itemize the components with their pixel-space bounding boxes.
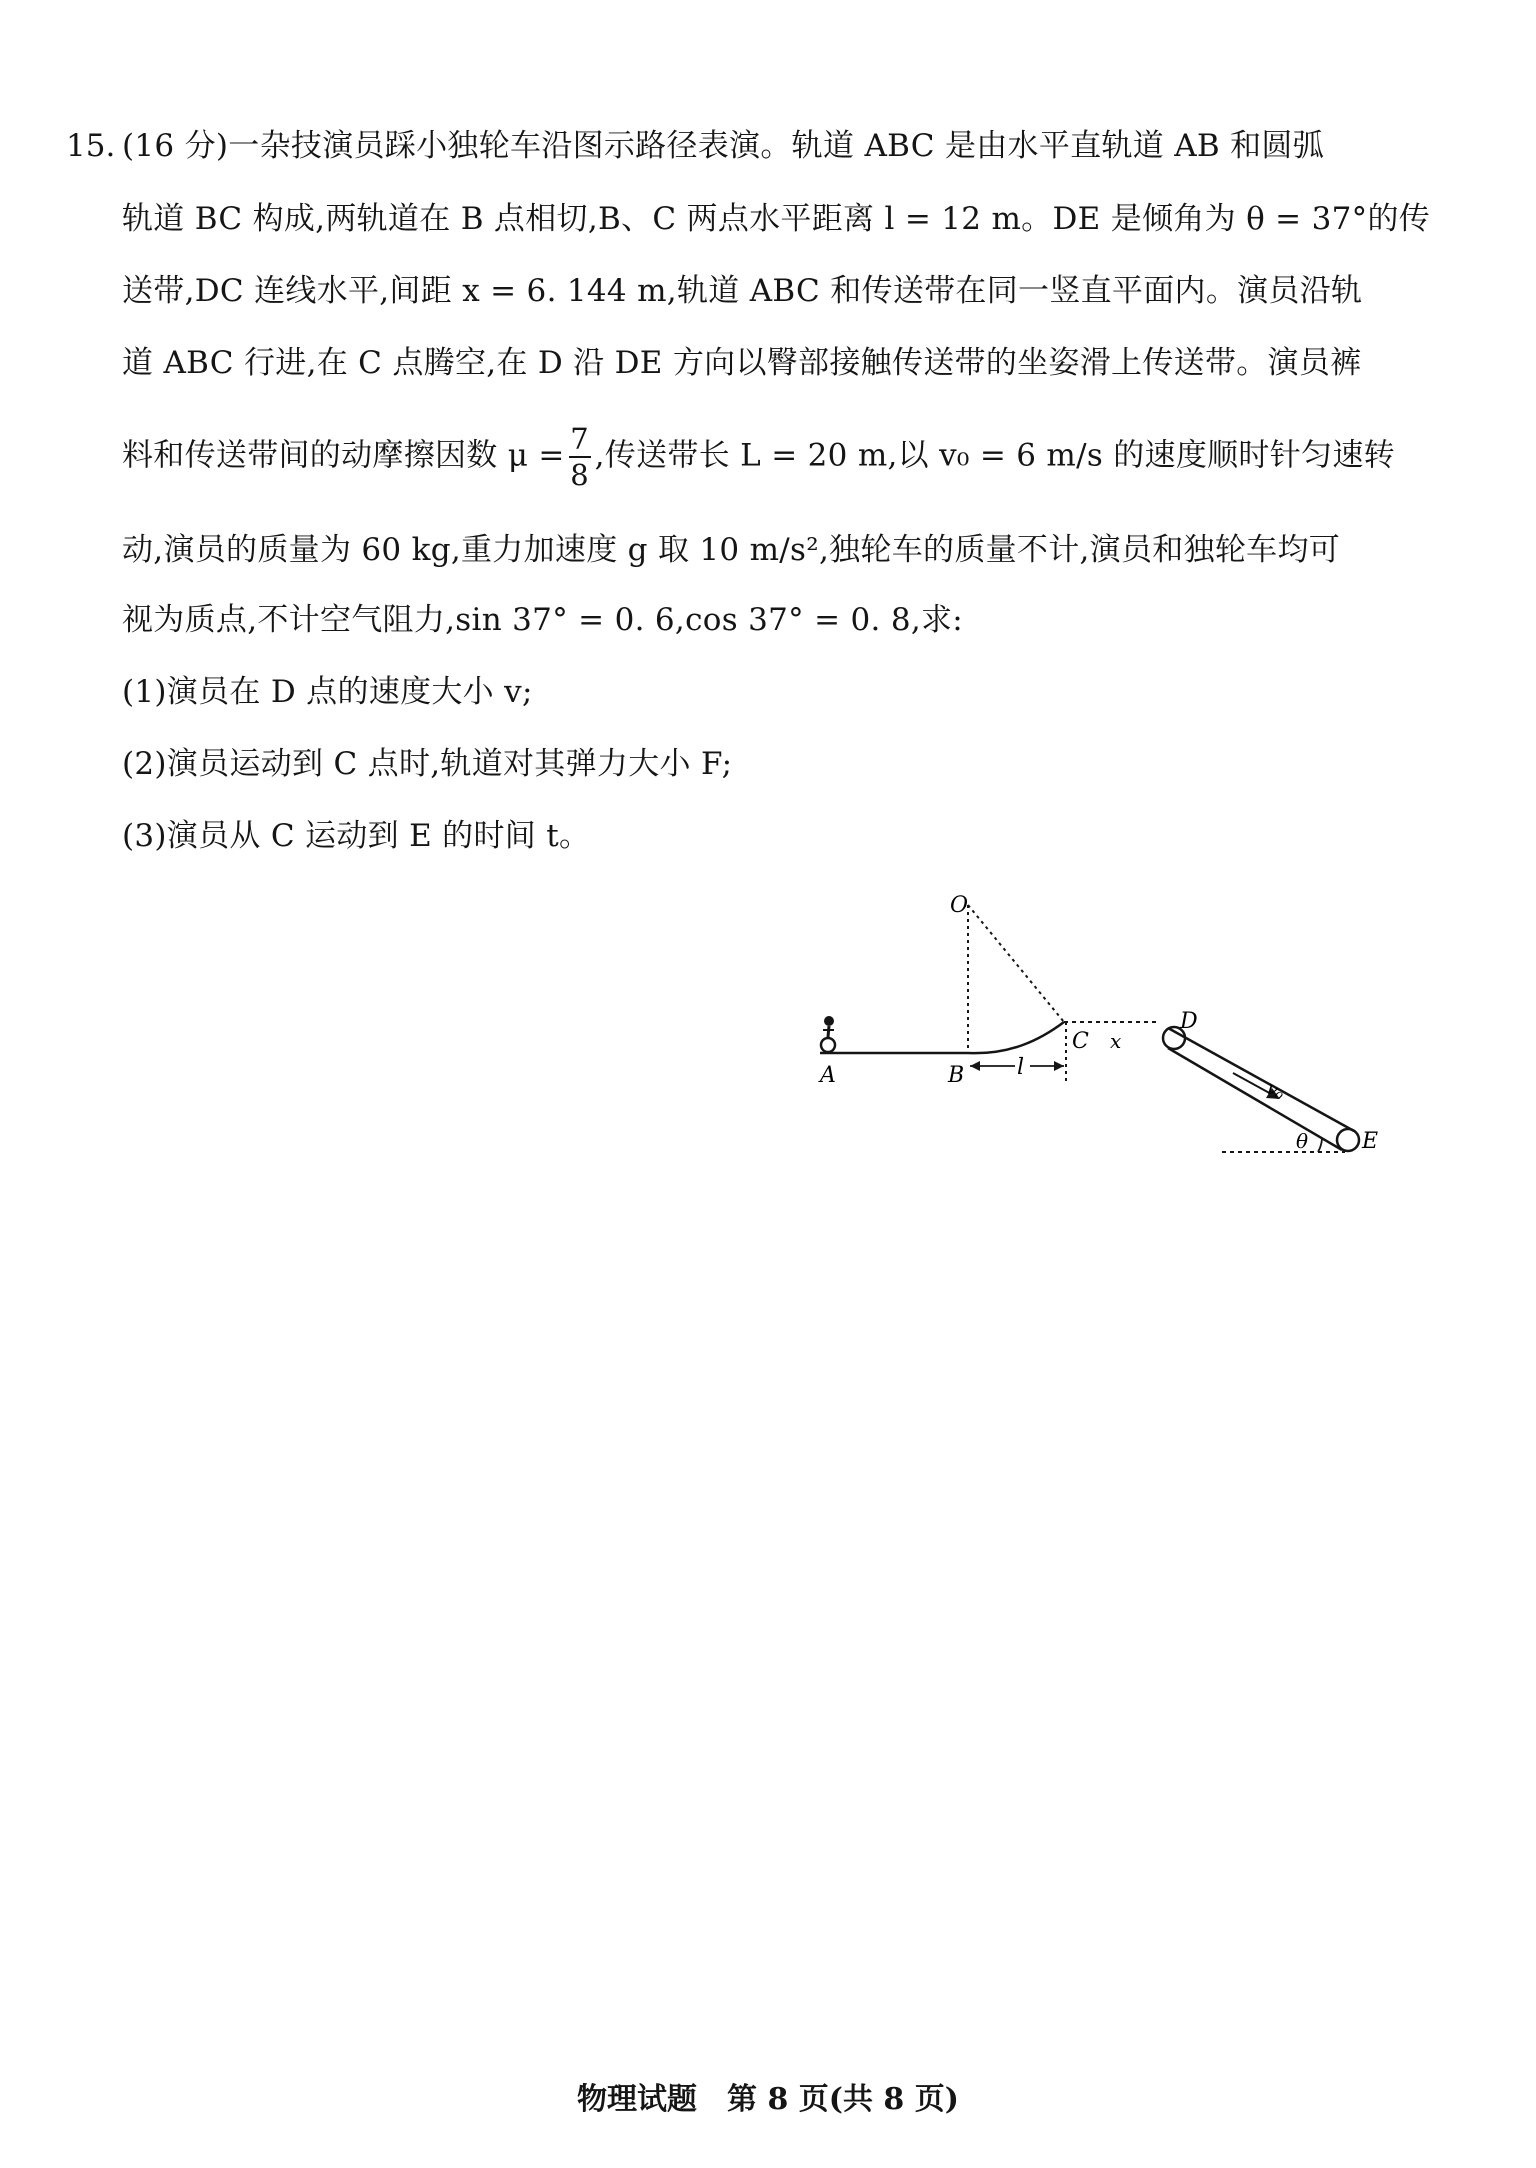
label-b: B [948,1063,965,1088]
l-arrowhead-right [1054,1061,1064,1071]
theta-arc [1318,1138,1322,1152]
question-line-6: 动,演员的质量为 60 kg,重力加速度 g 取 10 m/s²,独轮车的质量不计,演员和独轮车均可 [122,532,1341,568]
label-v0: v₀ [1262,1078,1288,1105]
question-line-2: 轨道 BC 构成,两轨道在 B 点相切,B、C 两点水平距离 l = 12 m。DE 是倾角为 θ = 37°的传 [122,201,1431,237]
belt-top [1168,1028,1354,1131]
fraction-numerator: 7 [570,422,590,456]
radius-oc [968,905,1064,1022]
label-x: x [1110,1029,1122,1053]
fraction-denominator: 8 [570,458,590,492]
label-a: A [820,1063,836,1088]
unicyclist-icon [821,1016,835,1052]
page-footer: 物理试题 第 8 页(共 8 页) [577,2082,959,2117]
subquestion-1: (1)演员在 D 点的速度大小 v; [122,674,533,710]
question-line-4: 道 ABC 行进,在 C 点腾空,在 D 沿 DE 方向以臀部接触传送带的坐姿滑上传送带。演员裤 [122,345,1362,381]
l-arrowhead-left [970,1061,980,1071]
line-5-after: ,传送带长 L = 20 m,以 v₀ = 6 m/s 的速度顺时针匀速转 [594,437,1395,474]
line-5-before: 料和传送带间的动摩擦因数 μ = [122,437,565,474]
question-line-3: 送带,DC 连线水平,间距 x = 6. 144 m,轨道 ABC 和传送带在同一竖直平面内。演员沿轨 [122,273,1363,309]
label-o: O [950,893,969,918]
subquestion-3: (3)演员从 C 运动到 E 的时间 t。 [122,818,591,854]
conveyor-belt [1163,1027,1359,1151]
question-line-7: 视为质点,不计空气阻力,sin 37° = 0. 6,cos 37° = 0. 8,求: [122,602,964,638]
label-c: C [1072,1029,1089,1054]
label-e: E [1362,1129,1379,1154]
label-d: D [1180,1009,1198,1034]
label-theta: θ [1296,1129,1309,1153]
belt-bottom [1168,1048,1342,1150]
question-line-1: (16 分)一杂技演员踩小独轮车沿图示路径表演。轨道 ABC 是由水平直轨道 AB 和圆弧 [122,128,1325,164]
label-l: l [1017,1055,1025,1080]
subquestion-2: (2)演员运动到 C 点时,轨道对其弹力大小 F; [122,746,733,782]
arc-bc [968,1022,1064,1053]
question-number: 15. [66,128,116,164]
